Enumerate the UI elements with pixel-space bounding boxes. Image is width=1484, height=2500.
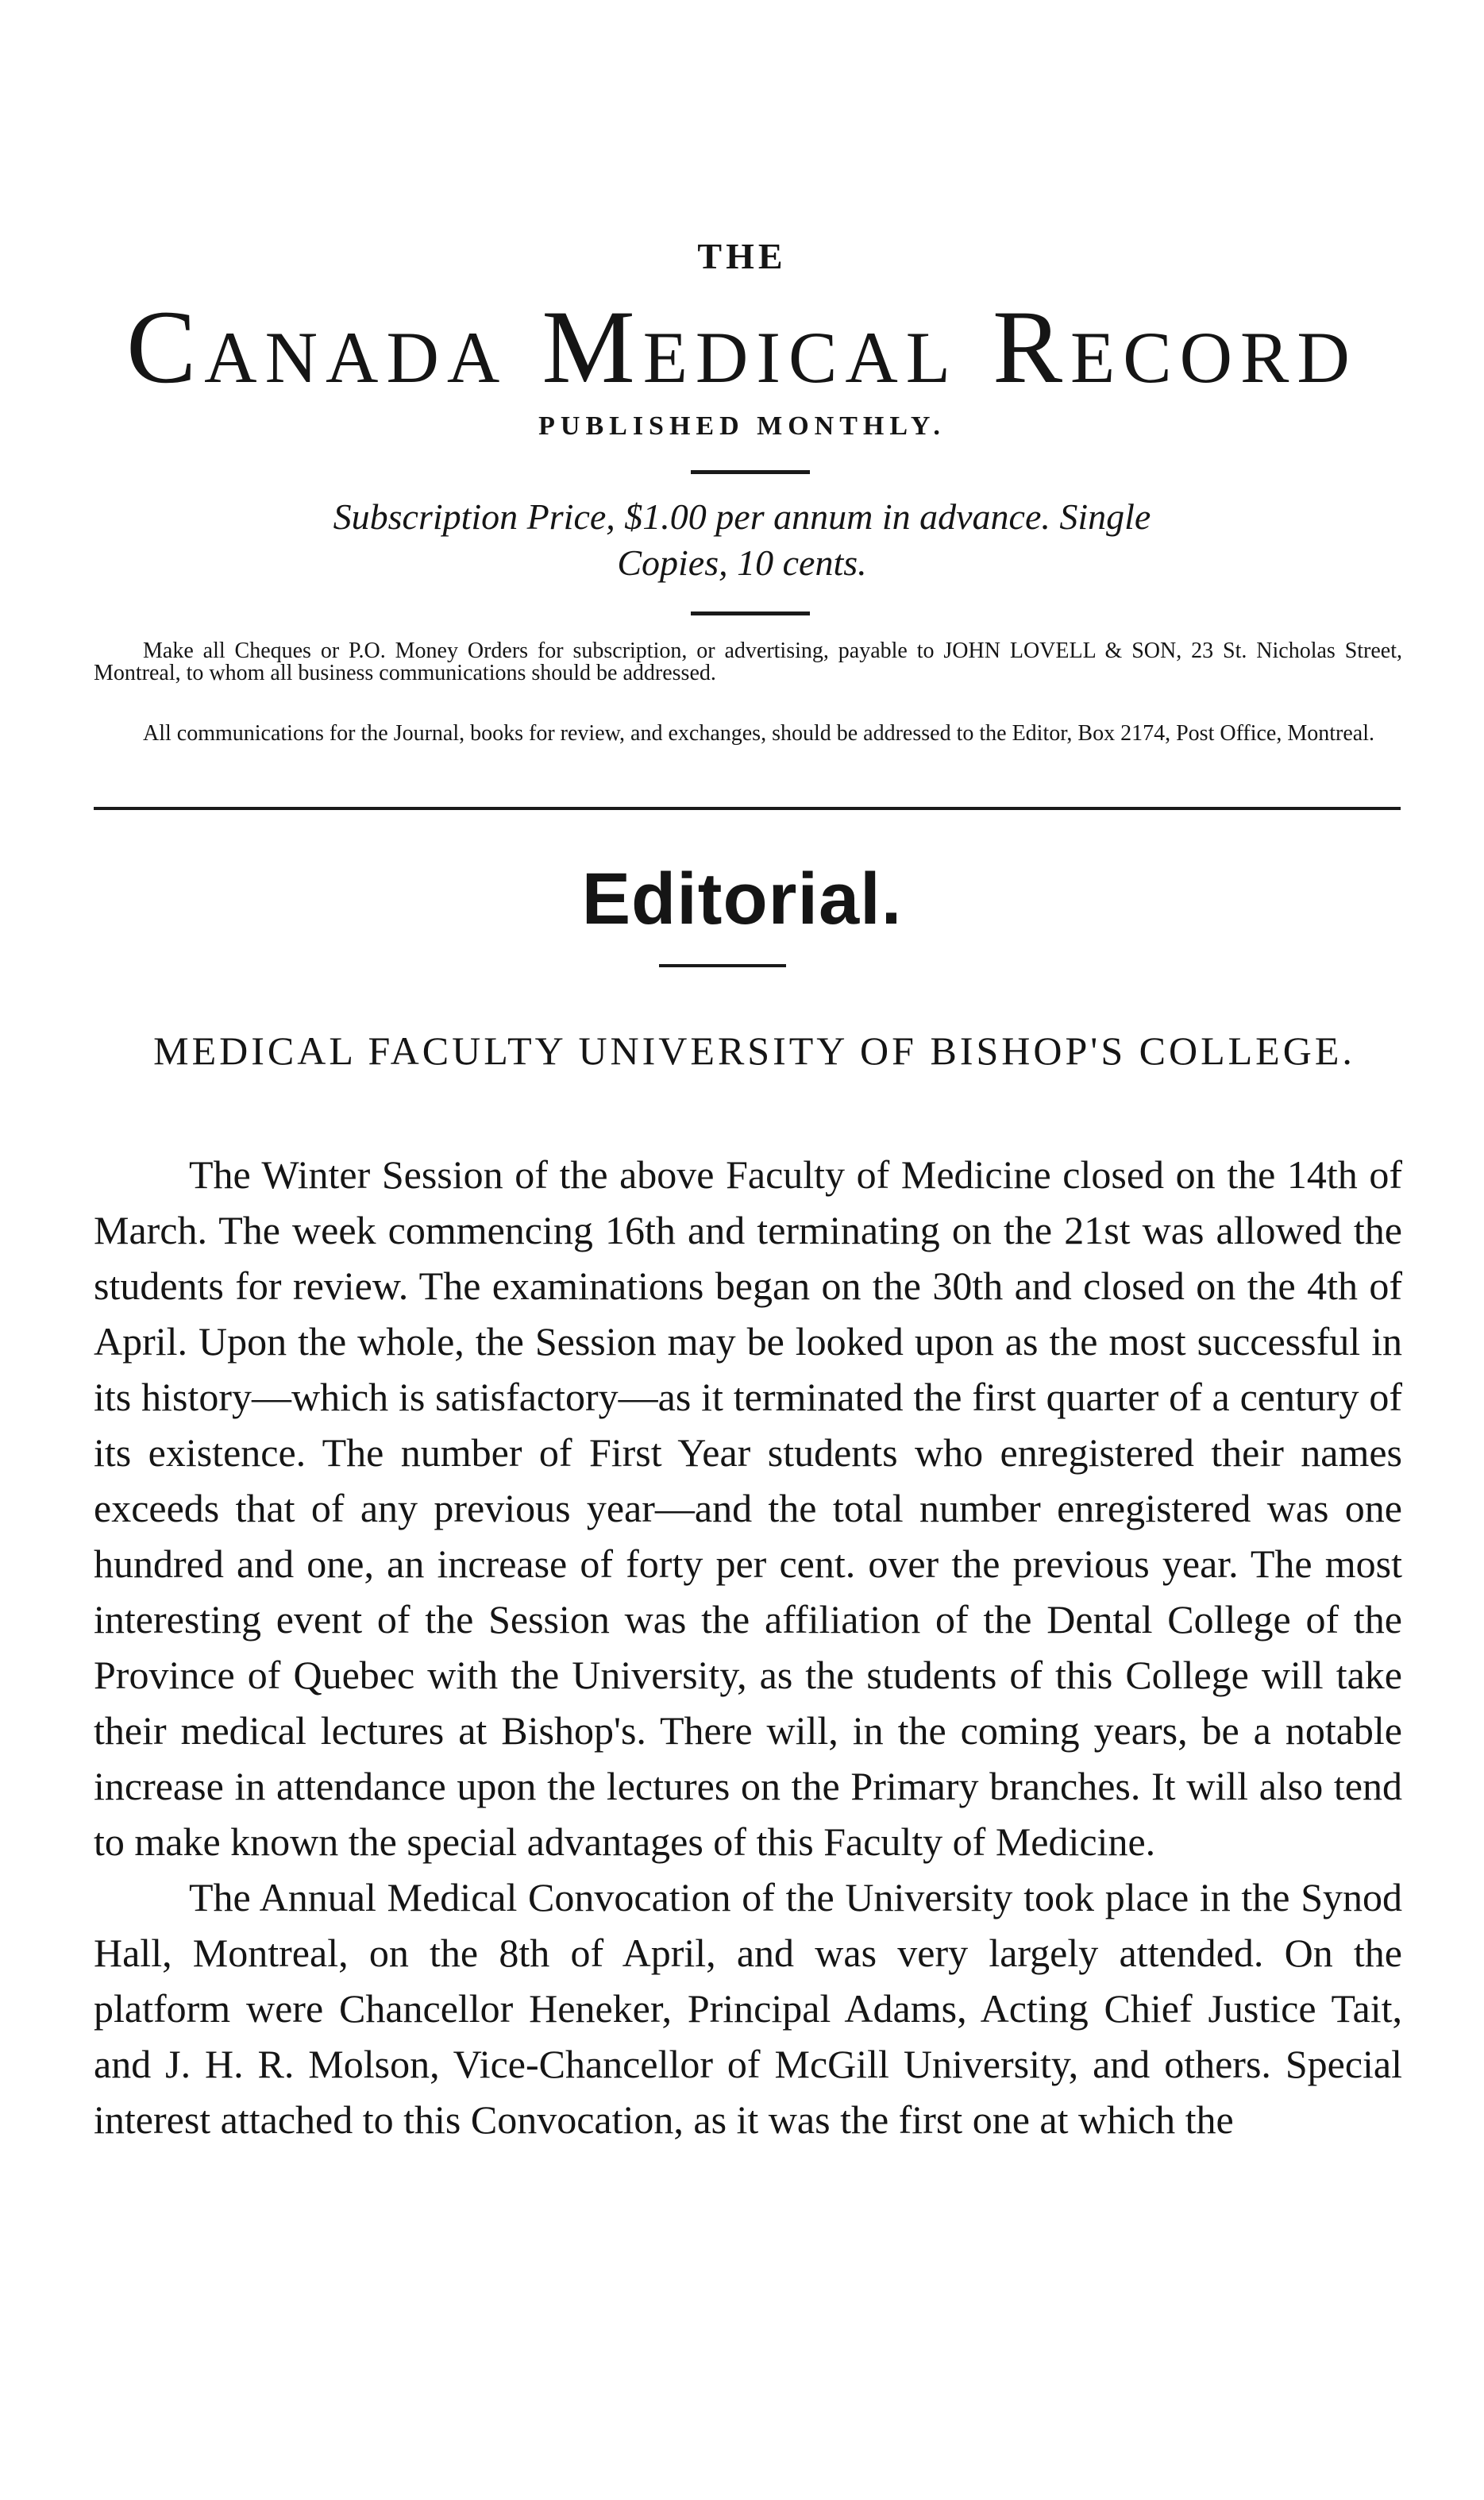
editorial-notice [94, 723, 1402, 745]
business-notice [94, 640, 1402, 685]
divider-rule [659, 964, 786, 967]
article-paragraph: The Winter Session of the above Faculty of Medicine closed on the 14th of March. The week commencing 16th and terminating on the 21st was allowed the students for review. The examinations began on the 30th and closed on the 4th of April. Upon the whole, the Session may be looked upon as the most successful in its history—which is satisfactory—as it terminated the first quarter of a century of its existence. The number of First Year students who enregistered their names exceeds that of any previous year—and the total number enregistered was one hundred and one, an increase of forty per cent. over the previous year. The most interesting event of the Session was the affiliation of the Dental College of the Province of Quebec with the University, as the students of this College will take their medical lectures at Bishop's. There will, in the coming years, be a notable increase in attendance upon the lectures on the Primary branches. It will also tend to make known the special advantages of this Faculty of Medicine. [94, 1152, 1402, 1864]
article-title: MEDICAL FACULTY UNIVERSITY OF BISHOP'S COLLEGE. [153, 1028, 1355, 1073]
masthead-article-word: THE [697, 236, 787, 276]
article-body [94, 1147, 1402, 2147]
publication-frequency: PUBLISHED MONTHLY. [538, 411, 946, 441]
journal-title: Canada Medical Record [126, 288, 1358, 405]
divider-rule [691, 611, 810, 615]
subscription-line: Copies, 10 cents. [617, 542, 867, 583]
subscription-info [0, 494, 1484, 586]
divider-rule [691, 470, 810, 474]
notice-text: All communications for the Journal, books for review, and exchanges, should be addressed to the Editor, Box 2174, Post Office, Montreal. [143, 721, 1374, 746]
header-separator-rule [94, 807, 1401, 810]
subscription-line: Subscription Price, $1.00 per annum in advance. Single [333, 496, 1151, 537]
section-heading: Editorial. [581, 858, 903, 939]
article-paragraph: The Annual Medical Convocation of the University took place in the Synod Hall, Montreal, on the 8th of April, and was very largely attended. On the platform were Chancellor Heneker, Principal Adams, Acting Chief Justice Tait, and J. H. R. Molson, Vice-Chancellor of McGill University, and others. Special interest attached to this Convocation, as it was the first one at which the [94, 1875, 1402, 2142]
notice-text: Make all Cheques or P.O. Money Orders for subscription, or advertising, payable to JOHN LOVELL & SON, 23 St. Nicholas Street, Montreal, to whom all business communications should be addressed. [94, 639, 1402, 685]
